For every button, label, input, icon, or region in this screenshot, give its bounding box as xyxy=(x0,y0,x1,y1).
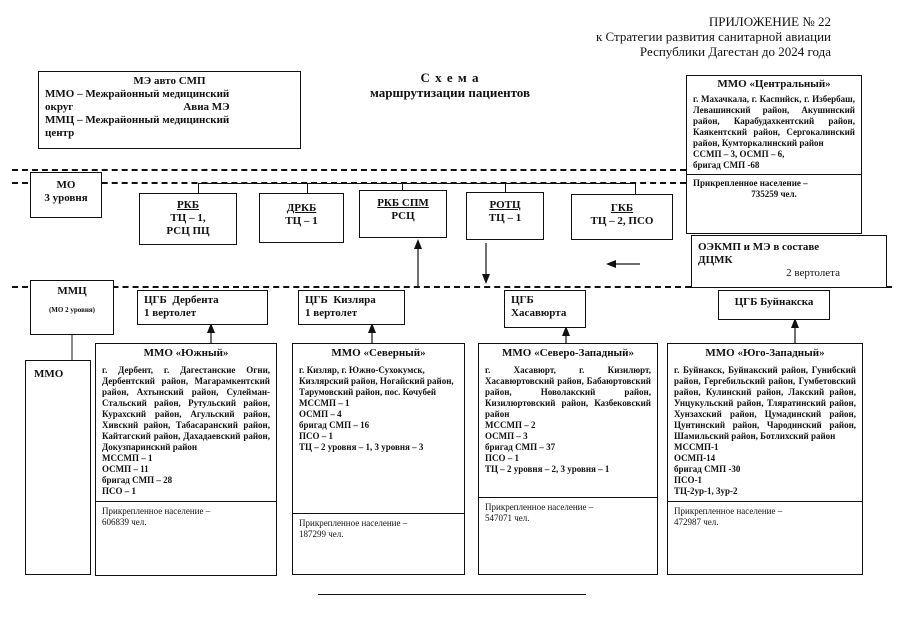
district-southwest-body: г. Буйнакск, Буйнакский район, Гунибский район, Гергебильский район, Гумбетовский район, Кулинский район, Лакский район, Унцукульский район, Тляратинский район, Хунзахский район, Цумадинский район, Цунтинский район, Чародинский район, Шамильский район, Ботлихский район xyxy=(674,365,856,441)
cgb-khasavyurt-box: ЦГБ Хасавюрта xyxy=(504,290,586,328)
cgb-derbent-box: ЦГБ Дербента 1 вертолет xyxy=(137,290,268,325)
district-southwest-title: ММО «Юго-Западный» xyxy=(705,347,825,359)
rkb-box: РКБ ТЦ – 1, РСЦ ПЦ xyxy=(139,193,237,245)
district-northwest-title: ММО «Северо-Западный» xyxy=(502,347,634,359)
mo3-box: МО 3 уровня xyxy=(30,172,102,218)
district-south-body: г. Дербент, г. Дагестанские Огни, Дербентский район, Магарамкентский район, Ахтынский район, Сулейман-Стальский район, Рутульский район, Курахский район, Агульский район, Хивский район, Табасаранский район, Кайтагский район, Дахадаевский район, Докузпаринский район xyxy=(102,365,270,452)
appendix-region: Республики Дагестан до 2024 года xyxy=(639,44,831,59)
district-north-box xyxy=(292,343,465,575)
legend-mmc: ММЦ – Межрайонный медицинский xyxy=(45,114,230,126)
cgb-buynaksk-box: ЦГБ Буйнакска xyxy=(718,290,830,320)
scheme-title-sub: маршрутизации пациентов xyxy=(370,85,530,100)
district-south-pop-label: Прикрепленное население – xyxy=(102,506,211,516)
district-north-stats: МССМП – 1 ОСМП – 4 бригад СМП – 16 ПСО – 1 ТЦ – 2 уровня – 1, 3 уровня – 3 xyxy=(299,398,424,452)
rotc-box: РОТЦ ТЦ – 1 xyxy=(466,192,544,240)
cgb-kizlyar-box: ЦГБ Кизляра 1 вертолет xyxy=(298,290,405,325)
rkbspm-box: РКБ СПМ РСЦ xyxy=(359,190,447,238)
district-northwest-body: г. Хасавюрт, г. Кизилюрт, Хасавюртовский район, Бабаюртовский район, Новолакский район, Кизилюртовский район, Казбековский район xyxy=(485,365,651,419)
district-southwest-pop-value: 472987 чел. xyxy=(674,517,719,527)
district-north-title: ММО «Северный» xyxy=(331,347,426,359)
central-title: ММО «Центральный» xyxy=(717,78,831,90)
legend-center: центр xyxy=(45,127,75,139)
district-southwest-box xyxy=(667,343,863,575)
district-northwest-stats: МССМП – 2 ОСМП – 3 бригад СМП – 37 ПСО – 1 ТЦ – 2 уровня – 2, 3 уровня – 1 xyxy=(485,420,610,474)
central-pop-value: 735259 чел. xyxy=(751,189,797,199)
district-south-box xyxy=(95,343,277,576)
district-south-pop-value: 606839 чел. xyxy=(102,517,147,527)
legend-mmo: ММО – Межрайонный медицинский xyxy=(45,88,230,100)
district-northwest-box xyxy=(478,343,658,575)
district-south-stats: МССМП – 1 ОСМП – 11 бригад СМП – 28 ПСО – 1 xyxy=(102,453,173,496)
district-north-pop-value: 187299 чел. xyxy=(299,529,344,539)
district-north-body: г. Кизляр, г. Южно-Сухокумск, Кизлярский район, Ногайский район, Тарумовский район, пос. Кочубей xyxy=(299,365,454,397)
district-north-pop-label: Прикрепленное население – xyxy=(299,518,408,528)
district-northwest-pop-label: Прикрепленное население – xyxy=(485,502,594,512)
legend-row3: округ Авиа МЭ xyxy=(45,101,230,113)
district-southwest-pop-label: Прикрепленное население – xyxy=(674,506,783,516)
gkb-box: ГКБ ТЦ – 2, ПСО xyxy=(571,194,673,240)
central-body: г. Махачкала, г. Каспийск, г. Избербаш, Левашинский район, Акушинский район, Карабудахкентский район, Каякентский район, Сергокалинский район, Кумторкалинский район xyxy=(693,94,855,148)
appendix-subtitle: к Стратегии развития санитарной авиации xyxy=(595,29,831,44)
central-pop-label: Прикрепленное население – xyxy=(693,178,808,188)
footer-rule xyxy=(318,594,586,595)
drkb-box: ДРКБ ТЦ – 1 xyxy=(259,193,344,243)
appendix-number: ПРИЛОЖЕНИЕ № 22 xyxy=(708,14,831,29)
mmo-label-box: ММО xyxy=(25,360,91,575)
district-south-title: ММО «Южный» xyxy=(143,347,229,359)
central-stats: ССМП – 3, ОСМП – 6, бригад СМП -68 xyxy=(693,149,785,170)
district-northwest-pop-value: 547071 чел. xyxy=(485,513,530,523)
mmc-box: ММЦ (МО 2 уровня) xyxy=(30,280,114,335)
scheme-title-main: С х е м а xyxy=(420,70,480,85)
dckm-box: ОЭКМП и МЭ в составе ДЦМК 2 вертолета xyxy=(691,235,887,288)
district-southwest-stats: МССМП-1 ОСМП-14 бригад СМП -30 ПСО-1 ТЦ-2ур-1, 3ур-2 xyxy=(674,442,741,496)
legend-auto: МЭ авто СМП xyxy=(133,75,206,87)
